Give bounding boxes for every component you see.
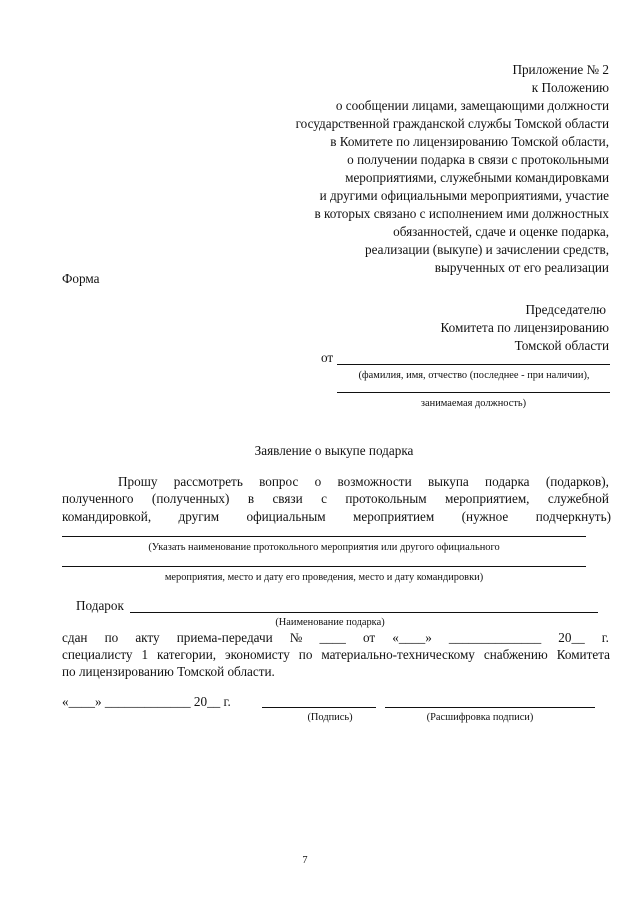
body-word: (нужное [461,509,509,524]
body-word: вопрос [259,474,299,489]
body-word: о [314,474,322,489]
gift-hint: (Наименование подарка) [275,617,385,628]
appendix-line: вырученных от его реализации [434,260,609,275]
transfer-line-2: специалисту 1 категории, экономисту по материально-техническому снабжению Комитета [62,647,610,662]
body-word: возможности [337,474,412,489]
body-line-2 [62,490,609,508]
event-line-1[interactable] [62,536,586,537]
transfer-word: «____» [392,630,432,645]
body-word: (полученных) [151,491,230,506]
addressee-line1: Председателю [525,302,606,317]
appendix-line: в которых связано с исполнением ими должностных [314,206,609,221]
body-word: Прошу [118,474,158,489]
transfer-word: 20__ [558,630,585,645]
appendix-line: обязанностей, сдаче и оценке подарка, [393,224,609,239]
body-word: командировкой, [62,509,152,524]
appendix-line: в Комитете по лицензированию Томской области, [330,134,609,149]
body-word: официальным [246,509,326,524]
body-word: с [321,491,327,506]
form-label: Форма [62,271,100,286]
event-hint-2: мероприятия, место и дату его проведения, место и дату командировки) [164,572,484,583]
signature-date[interactable]: «____» _____________ 20__ г. [62,694,231,709]
signature-hint: (Подпись) [307,712,353,723]
event-line-2[interactable] [62,566,586,567]
body-word: протокольным [345,491,427,506]
transfer-word: № [289,630,303,645]
appendix-line: мероприятиями, служебными командировками [345,170,609,185]
body-line-3 [62,508,611,526]
page-number: 7 [302,855,308,866]
from-hint: (фамилия, имя, отчество (последнее - при наличии), [358,370,590,381]
transfer-word: ____ [319,630,346,645]
appendix-line: реализации (выкупе) и зачислении средств, [365,242,609,257]
transfer-word: сдан [62,630,88,645]
from-name-line[interactable] [337,364,610,365]
signature-decoding-hint: (Расшифровка подписи) [426,712,534,723]
transfer-word: по [104,630,119,645]
position-hint: занимаемая должность) [420,398,527,409]
signature-line[interactable] [262,707,376,708]
body-word: служебной [547,491,609,506]
appendix-line: к Положению [531,80,609,95]
document-title: Заявление о выкупе подарка [254,443,414,458]
body-word: выкупа [427,474,469,489]
addressee-line2: Комитета по лицензированию [440,320,609,335]
transfer-word: приема-передачи [176,630,273,645]
appendix-line: о сообщении лицами, замещающими должности [335,98,609,113]
transfer-word: ______________ [448,630,542,645]
transfer-word: г. [601,630,609,645]
from-prefix: от [321,350,334,365]
appendix-block [189,61,609,277]
addressee-line3: Томской области [514,338,609,353]
transfer-line-3: по лицензированию Томской области. [62,664,275,679]
gift-line[interactable] [130,612,598,613]
transfer-word: акту [135,630,160,645]
appendix-line: о получении подарка в связи с протокольными [347,152,609,167]
appendix-line: государственной гражданской службы Томской области [295,116,609,131]
body-word: в [247,491,255,506]
body-word: мероприятием [353,509,435,524]
appendix-line: Приложение № 2 [512,62,609,77]
body-line-1 [118,473,609,491]
body-word: подчеркнуть) [535,509,611,524]
body-word: мероприятием, [445,491,530,506]
gift-label: Подарок [76,598,124,613]
body-word: (подарков), [545,474,609,489]
position-line[interactable] [337,392,610,393]
body-word: рассмотреть [173,474,243,489]
body-word: полученного [62,491,134,506]
event-hint-1: (Указать наименование протокольного мероприятия или другого официального [148,542,500,553]
signature-decoding-line[interactable] [385,707,595,708]
appendix-line: и другими официальными мероприятиями, участие [319,188,609,203]
body-word: связи [272,491,303,506]
body-word: другим [178,509,220,524]
body-word: подарка [485,474,530,489]
transfer-line-1 [62,629,609,647]
transfer-word: от [362,630,376,645]
